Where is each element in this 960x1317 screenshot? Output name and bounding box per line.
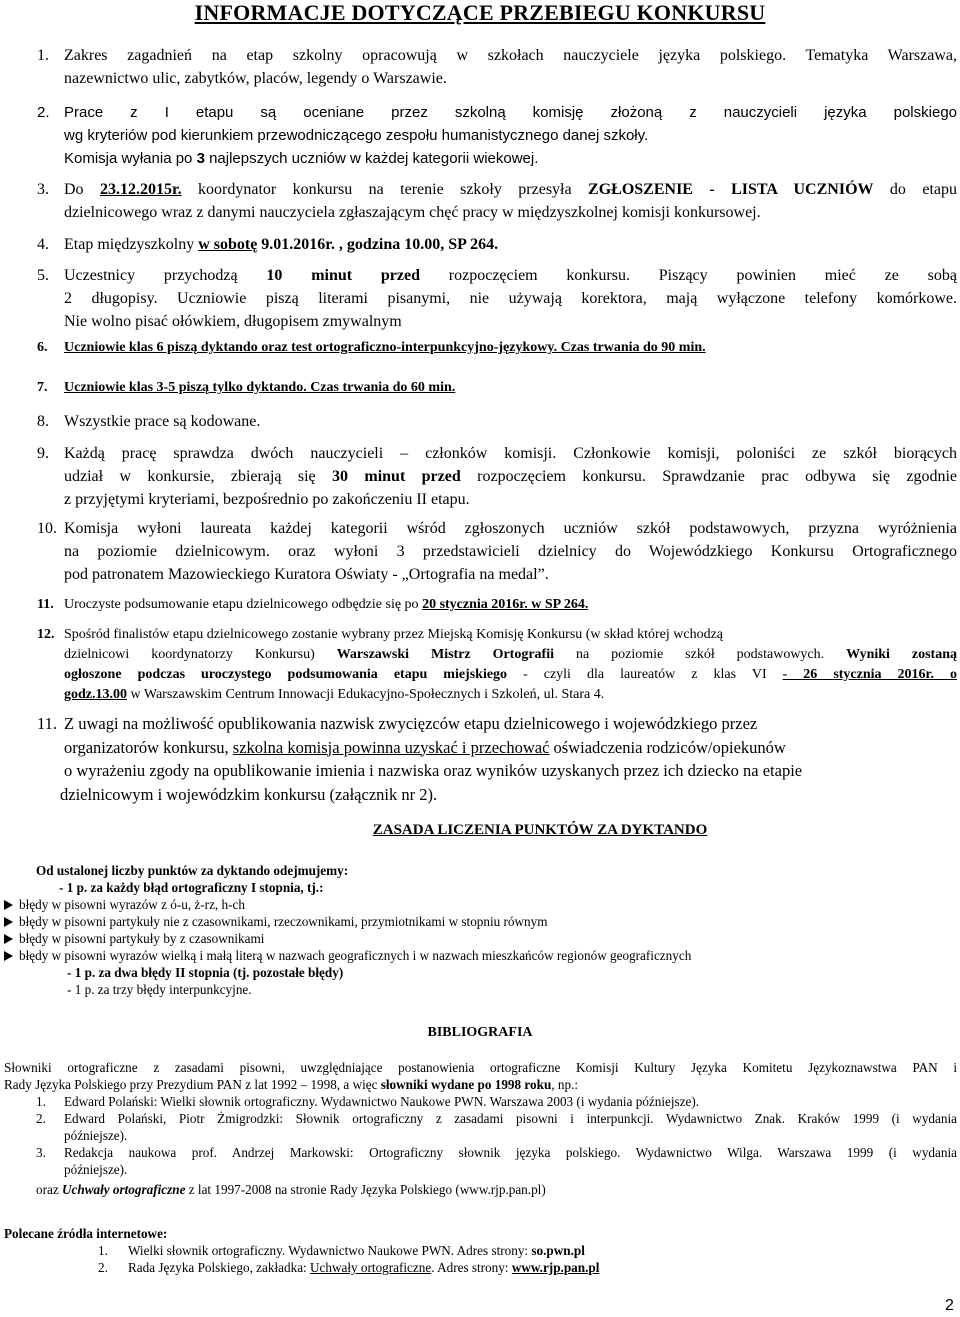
item-number: 11.: [37, 597, 54, 612]
bibliography-item: 3. Redakcja naukowa prof. Andrzej Markowski: Ortograficzny słownik języka polskiego. Wydawnictwo Wilga. Warszawa 1999 (i wydania późniejsze).: [36, 1145, 957, 1177]
bibliography-intro: Słowniki ortograficzne z zasadami pisowni, uwzględniające postanowienia ortograficzne Komisji Kultury Języka Komitetu Językoznawstwa PAN i: [4, 1060, 957, 1075]
scoring-rules: [0, 862, 960, 998]
item-line: godz.13.00 w Warszawskim Centrum Innowacji Edukacyjno-Społecznych i Szkoleń, ul. Stara 4.: [64, 687, 605, 702]
bibliography-item: 2. Edward Polański, Piotr Żmigrodzki: Słownik ortograficzny z zasadami pisowni i interpunkcji. Wydawnictwo Znak. Kraków 1999 (i wydania późniejsze).: [36, 1111, 957, 1143]
scoring-bullet: błędy w pisowni wyrazów z ó-u, ż-rz, h-ch: [4, 896, 960, 913]
item-line: Wszystkie prace są kodowane.: [64, 413, 261, 430]
web-source-item: 2. Rada Języka Polskiego, zakładka: Uchwały ortograficzne. Adres strony: www.rjp.pan.pl: [98, 1260, 600, 1275]
scoring-intro: Od ustalonej liczby punktów za dyktando odejmujemy:: [36, 863, 349, 878]
item-number: 11.: [37, 714, 58, 733]
item-line: o wyrażeniu zgody na opublikowanie imienia i nazwiska oraz wyników uzyskanych przez ich dziecko na etapie: [64, 761, 803, 780]
item-line: Nie wolno pisać ołówkiem, długopisem zmywalnym: [64, 313, 402, 330]
page-number: 2: [945, 1297, 954, 1314]
item-number: 10.: [37, 520, 57, 537]
item-line: Komisja wyłania po 3 najlepszych uczniów w każdej kategorii wiekowej.: [64, 150, 539, 167]
bibliography-intro: Rady Języka Polskiego przy Prezydium PAN z lat 1992 – 1998, a więc słowniki wydane po 1998 roku, np.:: [4, 1077, 579, 1092]
triangle-bullet-icon: [4, 934, 13, 944]
item-line: pod patronatem Mazowieckiego Kuratora Oświaty - „Ortografia na medal”.: [64, 566, 549, 583]
item-line: Do 23.12.2015r. koordynator konkursu na terenie szkoły przesyła ZGŁOSZENIE - LISTA UCZNIÓW do etapu: [64, 181, 958, 198]
item-line: Uczniowie klas 6 piszą dyktando oraz test ortograficzno-interpunkcyjno-językowy. Czas trwania do 90 min.: [64, 340, 706, 355]
item-line: dzielnicowi koordynatorzy Konkursu) Warszawski Mistrz Ortografii na poziomie szkół podstawowych. Wyniki zostaną: [64, 647, 957, 662]
item-line: Uczestnicy przychodzą 10 minut przed rozpoczęciem konkursu. Piszący powinien mieć ze sobą: [64, 267, 957, 284]
item-line: z przyjętymi kryteriami, bezpośrednio po zakończeniu II etapu.: [64, 491, 470, 508]
triangle-bullet-icon: [4, 900, 13, 910]
pwn-link[interactable]: so.pwn.pl: [531, 1243, 585, 1258]
item-11-consent: [0, 712, 960, 806]
scoring-rule-2: - 1 p. za dwa błędy II stopnia (tj. pozostałe błędy): [67, 965, 344, 980]
item-line: Każdą pracę sprawdza dwóch nauczycieli – członków komisji. Członkowie komisji, poloniści ze szkół biorących: [64, 445, 957, 462]
item-2: [0, 101, 960, 170]
page-title: INFORMACJE DOTYCZĄCE PRZEBIEGU KONKURSU: [194, 0, 766, 25]
item-4: [0, 233, 960, 256]
item-line: Komisja wyłoni laureata każdej kategorii wśród zgłoszonych uczniów szkół podstawowych, przyzna wyróżnienia: [64, 520, 957, 537]
item-line: Spośród finalistów etapu dzielnicowego zostanie wybrany przez Miejską Komisję Konkursu (w skład której wchodzą: [64, 627, 723, 642]
item-line: Uczniowie klas 3-5 piszą tylko dyktando. Czas trwania do 60 min.: [64, 380, 456, 395]
web-sources-heading: Polecane źródła internetowe:: [4, 1226, 168, 1241]
scoring-heading: ZASADA LICZENIA PUNKTÓW ZA DYKTANDO: [372, 822, 708, 838]
bibliography: [0, 1059, 960, 1198]
web-sources: [0, 1225, 960, 1276]
bibliography-item: 1. Edward Polański: Wielki słownik ortograficzny. Wydawnictwo Naukowe PWN. Warszawa 2003 (i wydania późniejsze).: [36, 1094, 700, 1109]
item-8: [0, 410, 960, 433]
item-number: 3.: [37, 181, 49, 198]
scoring-bullet: błędy w pisowni partykuły by z czasownikami: [4, 930, 960, 947]
item-7: [0, 378, 960, 399]
item-line: wg kryteriów pod kierunkiem przewodniczącego zespołu humanistycznego danej szkoły.: [64, 127, 649, 144]
item-line: Etap międzyszkolny w sobotę 9.01.2016r. , godzina 10.00, SP 264.: [64, 236, 499, 253]
bibliography-also: oraz Uchwały ortograficzne z lat 1997-2008 na stronie Rady Języka Polskiego (www.rjp.pan.pl): [36, 1182, 546, 1197]
item-line: organizatorów konkursu, szkolna komisja powinna uzyskać i przechować oświadczenia rodziców/opiekunów: [64, 737, 786, 757]
item-line: dzielnicowym i wojewódzkim konkursu (załącznik nr 2).: [60, 784, 438, 804]
item-line: 2 długopisy. Uczniowie piszą literami pisanymi, nie używają korektora, mają wyłączone telefony komórkowe.: [64, 290, 957, 307]
bibliography-heading: BIBLIOGRAFIA: [427, 1025, 533, 1040]
item-number: 5.: [37, 267, 49, 284]
item-11: [0, 595, 960, 616]
item-line: Z uwagi na możliwość opublikowania nazwisk zwycięzców etapu dzielnicowego i wojewódzkiego przez: [64, 714, 758, 733]
item-10: [0, 517, 960, 586]
item-3: [0, 178, 960, 224]
item-line: Zakres zagadnień na etap szkolny opracowują w szkołach nauczyciele języka polskiego. Tematyka Warszawa,: [64, 47, 957, 64]
item-number: 12.: [37, 627, 55, 642]
scoring-bullet: błędy w pisowni partykuły nie z czasownikami, rzeczownikami, przymiotnikami w stopniu równym: [4, 913, 960, 930]
item-number: 9.: [37, 445, 49, 462]
triangle-bullet-icon: [4, 917, 13, 927]
rjp-link[interactable]: www.rjp.pan.pl: [511, 1260, 600, 1275]
scoring-rule-3: - 1 p. za trzy błędy interpunkcyjne.: [67, 982, 252, 997]
item-5: [0, 264, 960, 333]
item-line: na poziomie dzielnicowym. oraz wyłoni 3 przedstawicieli dzielnicy do Wojewódzkiego Konkursu Ortograficznego: [64, 543, 957, 560]
item-12: [0, 625, 960, 705]
item-line: dzielnicowego wraz z danymi nauczyciela zgłaszającym chęć pracy w międzyszkolnej komisji konkursowej.: [64, 204, 761, 221]
item-number: 6.: [37, 340, 48, 355]
item-line: Prace z I etapu są oceniane przez szkolną komisję złożoną z nauczycieli języka polskiego: [64, 104, 957, 121]
scoring-rule-1: - 1 p. za każdy błąd ortograficzny I stopnia, tj.:: [59, 880, 324, 895]
item-line: ogłoszone podczas uroczystego podsumowania etapu miejskiego - czyli dla laureatów z klas VI - 26 stycznia 2016r. o: [64, 667, 957, 682]
item-number: 8.: [37, 413, 49, 430]
item-9: [0, 442, 960, 511]
item-1: [0, 44, 960, 90]
item-number: 2.: [37, 104, 50, 121]
item-number: 4.: [37, 236, 49, 253]
triangle-bullet-icon: [4, 951, 13, 961]
web-source-item: 1. Wielki słownik ortograficzny. Wydawnictwo Naukowe PWN. Adres strony: so.pwn.pl: [98, 1243, 585, 1258]
item-number: 7.: [37, 380, 48, 395]
item-6: [0, 338, 960, 359]
item-line: Uroczyste podsumowanie etapu dzielnicowego odbędzie się po 20 stycznia 2016r. w SP 264.: [64, 597, 589, 612]
item-line: udział w konkursie, zbierają się 30 minut przed rozpoczęciem konkursu. Sprawdzanie prac odbywa się zgodnie: [64, 468, 958, 485]
uchwaly-link[interactable]: Uchwały ortograficzne: [310, 1260, 432, 1275]
item-line: nazewnictwo ulic, zabytków, placów, legendy o Warszawie.: [64, 70, 447, 87]
item-number: 1.: [37, 47, 49, 64]
scoring-bullet: błędy w pisowni wyrazów wielką i małą literą w nazwach geograficznych i w nazwach mieszkańców regionów geograficznych: [4, 947, 960, 964]
